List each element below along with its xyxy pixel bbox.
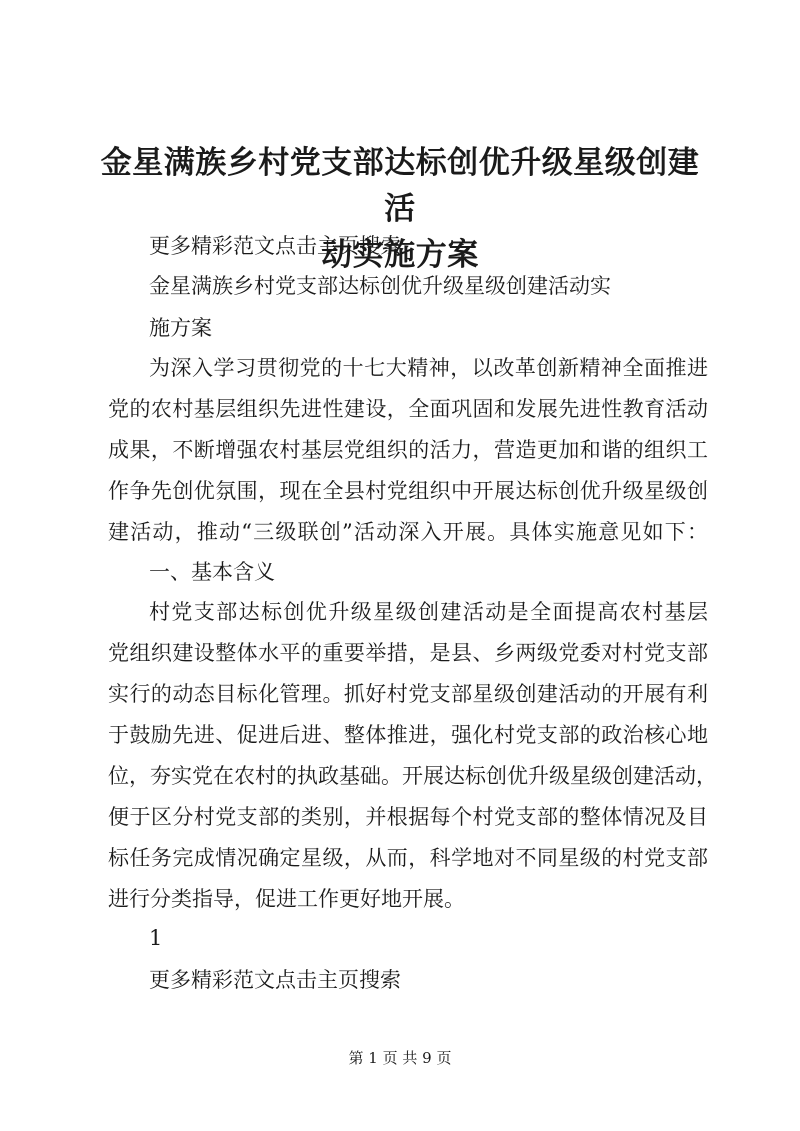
title-line-1: 金星满族乡村党支部达标创优升级星级创建活 <box>100 145 700 227</box>
paragraph-2-line: 实行的动态目标化管理。抓好村党支部星级创建活动的开展有利 <box>108 682 708 706</box>
subtitle-line-1: 金星满族乡村党支部达标创优升级星级创建活动实 <box>149 274 611 298</box>
paragraph-2-line: 标任务完成情况确定星级，从而，科学地对不同星级的村党支部 <box>108 846 708 870</box>
paragraph-2-line: 于鼓励先进、促进后进、整体推进，强化村党支部的政治核心地 <box>108 723 708 747</box>
paragraph-1-line: 为深入学习贯彻党的十七大精神，以改革创新精神全面推进 <box>149 356 708 380</box>
paragraph-2-line: 进行分类指导，促进工作更好地开展。 <box>108 887 465 911</box>
inline-page-number: 1 <box>149 926 163 950</box>
paragraph-2-line: 村党支部达标创优升级星级创建活动是全面提高农村基层 <box>149 600 708 624</box>
paragraph-2-line: 便于区分村党支部的类别，并根据每个村党支部的整体情况及目 <box>108 805 708 829</box>
paragraph-1-line: 党的农村基层组织先进性建设，全面巩固和发展先进性教育活动 <box>108 397 708 421</box>
subtitle-line-2: 施方案 <box>149 316 212 340</box>
page-footer: 第 1 页 共 9 页 <box>348 1049 452 1067</box>
paragraph-1-line: 作争先创优氛围，现在全县村党组织中开展达标创优升级星级创 <box>108 479 708 503</box>
title-line-2: 动实施方案 <box>321 237 479 273</box>
paragraph-2-line: 党组织建设整体水平的重要举措，是县、乡两级党委对村党支部 <box>108 641 708 665</box>
footer-more-link[interactable]: 更多精彩范文点击主页搜索 <box>149 968 401 992</box>
section-heading-1: 一、基本含义 <box>149 560 275 584</box>
paragraph-2-line: 位，夯实党在农村的执政基础。开展达标创优升级星级创建活动， <box>108 764 717 788</box>
header-more-link[interactable]: 更多精彩范文点击主页搜索 <box>149 234 401 258</box>
paragraph-1-line: 建活动，推动“三级联创”活动深入开展。具体实施意见如下： <box>108 520 708 544</box>
paragraph-1-line: 成果，不断增强农村基层党组织的活力，营造更加和谐的组织工 <box>108 438 708 462</box>
